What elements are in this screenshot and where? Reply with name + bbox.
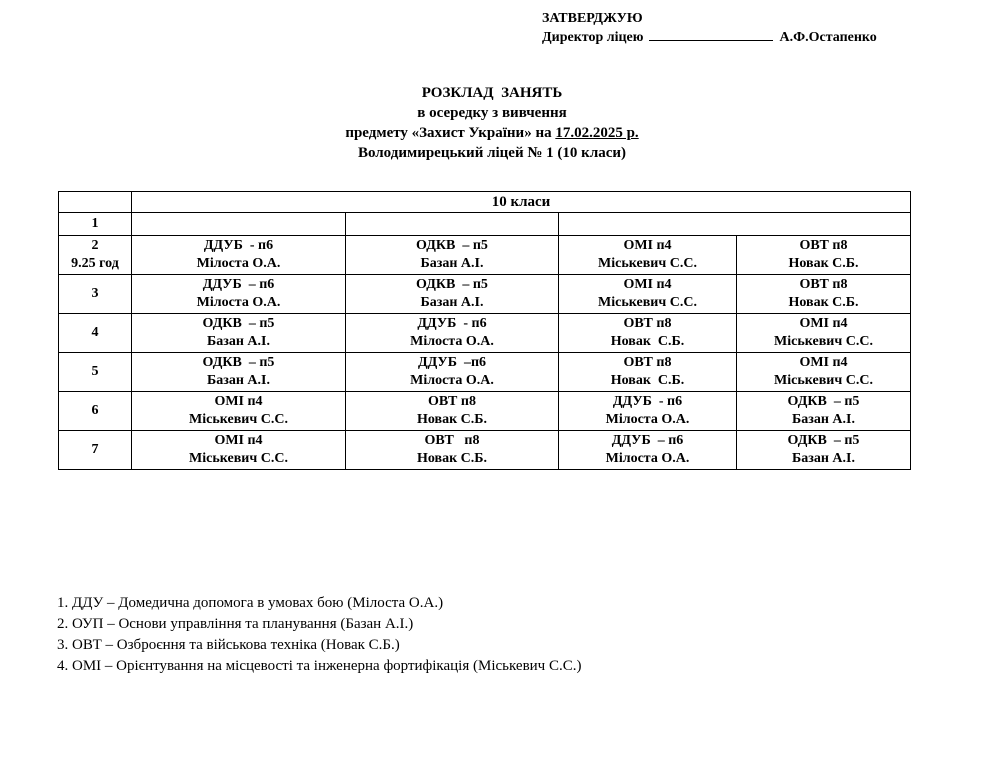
- lesson-number: 4: [91, 325, 99, 340]
- approval-title: ЗАТВЕРДЖУЮ: [542, 11, 643, 26]
- table-body: [59, 236, 911, 470]
- subject-room: ОМІ п4: [623, 277, 672, 292]
- teacher-name: Мілоста О.А.: [605, 451, 690, 466]
- lesson-cell: [346, 236, 559, 275]
- lesson-number: 7: [91, 442, 99, 457]
- table-row: [59, 353, 911, 392]
- lesson-cell: [559, 353, 737, 392]
- lesson-number-cell: [59, 392, 132, 431]
- lesson-cell: [559, 431, 737, 470]
- teacher-name: Міськевич С.С.: [774, 373, 873, 388]
- teacher-name: Базан А.І.: [791, 412, 855, 427]
- table-row: [59, 275, 911, 314]
- subject-room: ОВТ п8: [799, 277, 848, 292]
- teacher-name: Базан А.І.: [420, 256, 484, 271]
- subject-room: ДДУБ –п6: [417, 355, 487, 370]
- teacher-name: Базан А.І.: [420, 295, 484, 310]
- subject-room: ДДУБ – п6: [611, 433, 684, 448]
- lesson-cell: [559, 392, 737, 431]
- subject-room: ОВТ п8: [428, 394, 476, 409]
- approval-block: [542, 9, 877, 47]
- subject-room: ОВТ п8: [623, 355, 672, 370]
- note-item: 2. ОУП – Основи управління та планування (Базан А.І.): [57, 616, 414, 632]
- lesson-cell: [346, 353, 559, 392]
- teacher-name: Базан А.І.: [791, 451, 855, 466]
- teacher-name: Міськевич С.С.: [774, 334, 873, 349]
- table-header-row: [59, 192, 911, 213]
- teacher-name: Мілоста О.А.: [196, 295, 281, 310]
- heading-subtitle: в осередку з вивчення: [417, 105, 567, 121]
- lesson-number: 1: [59, 213, 132, 236]
- teacher-name: Новак С.Б.: [788, 295, 859, 310]
- teacher-name: Мілоста О.А.: [410, 334, 494, 349]
- schedule-heading: [0, 83, 984, 163]
- teacher-name: Новак С.Б.: [416, 451, 488, 466]
- note-item: 3. ОВТ – Озброєння та військова техніка (Новак С.Б.): [57, 637, 400, 653]
- lesson-number-cell: [59, 275, 132, 314]
- lesson-number-cell: [59, 236, 132, 275]
- subject-room: ДДУБ - п6: [203, 238, 274, 253]
- heading-school: Володимирецький ліцей № 1 (10 класи): [357, 145, 627, 161]
- lesson-cell: [737, 275, 911, 314]
- lesson-number: 2: [91, 238, 99, 253]
- subject-room: ОМІ п4: [799, 355, 848, 370]
- heading-subject-line: [0, 123, 984, 143]
- lesson-cell: [132, 353, 346, 392]
- approval-role: Директор ліцею: [542, 30, 644, 45]
- lesson-cell: [737, 353, 911, 392]
- teacher-name: Мілоста О.А.: [410, 373, 494, 388]
- abbreviation-notes: [57, 593, 581, 677]
- lesson-cell: [559, 314, 737, 353]
- subject-room: ОВТ п8: [424, 433, 480, 448]
- empty-cell: [559, 213, 911, 236]
- teacher-name: Новак С.Б.: [610, 334, 685, 349]
- subject-room: ОВТ п8: [799, 238, 848, 253]
- teacher-name: Базан А.І.: [206, 373, 270, 388]
- signature-underline: [649, 30, 773, 41]
- teacher-name: Новак С.Б.: [416, 412, 488, 427]
- lesson-number-cell: [59, 353, 132, 392]
- subject-room: ОМІ п4: [623, 238, 672, 253]
- lesson-time: 9.25 год: [71, 256, 119, 271]
- lesson-cell: [132, 314, 346, 353]
- heading-title: РОЗКЛАД ЗАНЯТЬ: [421, 85, 563, 101]
- lesson-number: 6: [91, 403, 99, 418]
- lesson-cell: [559, 236, 737, 275]
- subject-room: ДДУБ – п6: [202, 277, 275, 292]
- subject-room: ОДКВ – п5: [202, 316, 275, 331]
- lesson-cell: [737, 236, 911, 275]
- note-item: 4. ОМІ – Орієнтування на місцевості та інженерна фортифікація (Міськевич С.С.): [57, 658, 582, 674]
- subject-room: ДДУБ - п6: [417, 316, 487, 331]
- lesson-number-cell: [59, 314, 132, 353]
- subject-room: ОМІ п4: [799, 316, 848, 331]
- lesson-cell: [737, 431, 911, 470]
- subject-room: ОМІ п4: [214, 433, 263, 448]
- lesson-cell: [346, 275, 559, 314]
- table-row: [59, 431, 911, 470]
- lesson-number: 5: [91, 364, 99, 379]
- teacher-name: Міськевич С.С.: [598, 256, 697, 271]
- subject-room: ОДКВ – п5: [416, 238, 488, 253]
- subject-room: ОДКВ – п5: [416, 277, 488, 292]
- teacher-name: Мілоста О.А.: [196, 256, 281, 271]
- lesson-cell: [132, 275, 346, 314]
- table-row: [59, 392, 911, 431]
- lesson-cell: [132, 236, 346, 275]
- lesson-cell: [737, 314, 911, 353]
- teacher-name: Мілоста О.А.: [605, 412, 690, 427]
- teacher-name: Міськевич С.С.: [189, 412, 288, 427]
- teacher-name: Міськевич С.С.: [189, 451, 288, 466]
- subject-room: ОДКВ – п5: [202, 355, 275, 370]
- note-item: 1. ДДУ – Домедична допомога в умовах бою (Мілоста О.А.): [57, 595, 444, 611]
- table-row: [59, 314, 911, 353]
- teacher-name: Міськевич С.С.: [598, 295, 697, 310]
- teacher-name: Новак С.Б.: [788, 256, 859, 271]
- table-row: [59, 213, 911, 236]
- group-header: 10 класи: [132, 192, 911, 213]
- subject-room: ОДКВ – п5: [787, 394, 860, 409]
- empty-cell: [346, 213, 559, 236]
- lesson-cell: [559, 275, 737, 314]
- lesson-cell: [346, 314, 559, 353]
- lesson-cell: [346, 392, 559, 431]
- subject-room: ОДКВ – п5: [787, 433, 860, 448]
- subject-room: ОМІ п4: [214, 394, 263, 409]
- table-row: [59, 236, 911, 275]
- lesson-cell: [132, 431, 346, 470]
- teacher-name: Базан А.І.: [206, 334, 270, 349]
- lesson-cell: [737, 392, 911, 431]
- lesson-number-cell: [59, 431, 132, 470]
- heading-subject: предмету «Захист України» на: [345, 125, 556, 141]
- approval-signature-line: [542, 28, 877, 47]
- subject-room: ДДУБ - п6: [612, 394, 683, 409]
- heading-date: 17.02.2025 р.: [555, 125, 639, 141]
- empty-cell: [132, 213, 346, 236]
- lesson-cell: [346, 431, 559, 470]
- subject-room: ОВТ п8: [623, 316, 672, 331]
- lesson-cell: [132, 392, 346, 431]
- schedule-table: [58, 191, 911, 470]
- lesson-number: 3: [91, 286, 99, 301]
- teacher-name: Новак С.Б.: [610, 373, 685, 388]
- approval-name: А.Ф.Остапенко: [779, 30, 877, 45]
- header-corner-cell: [59, 192, 132, 213]
